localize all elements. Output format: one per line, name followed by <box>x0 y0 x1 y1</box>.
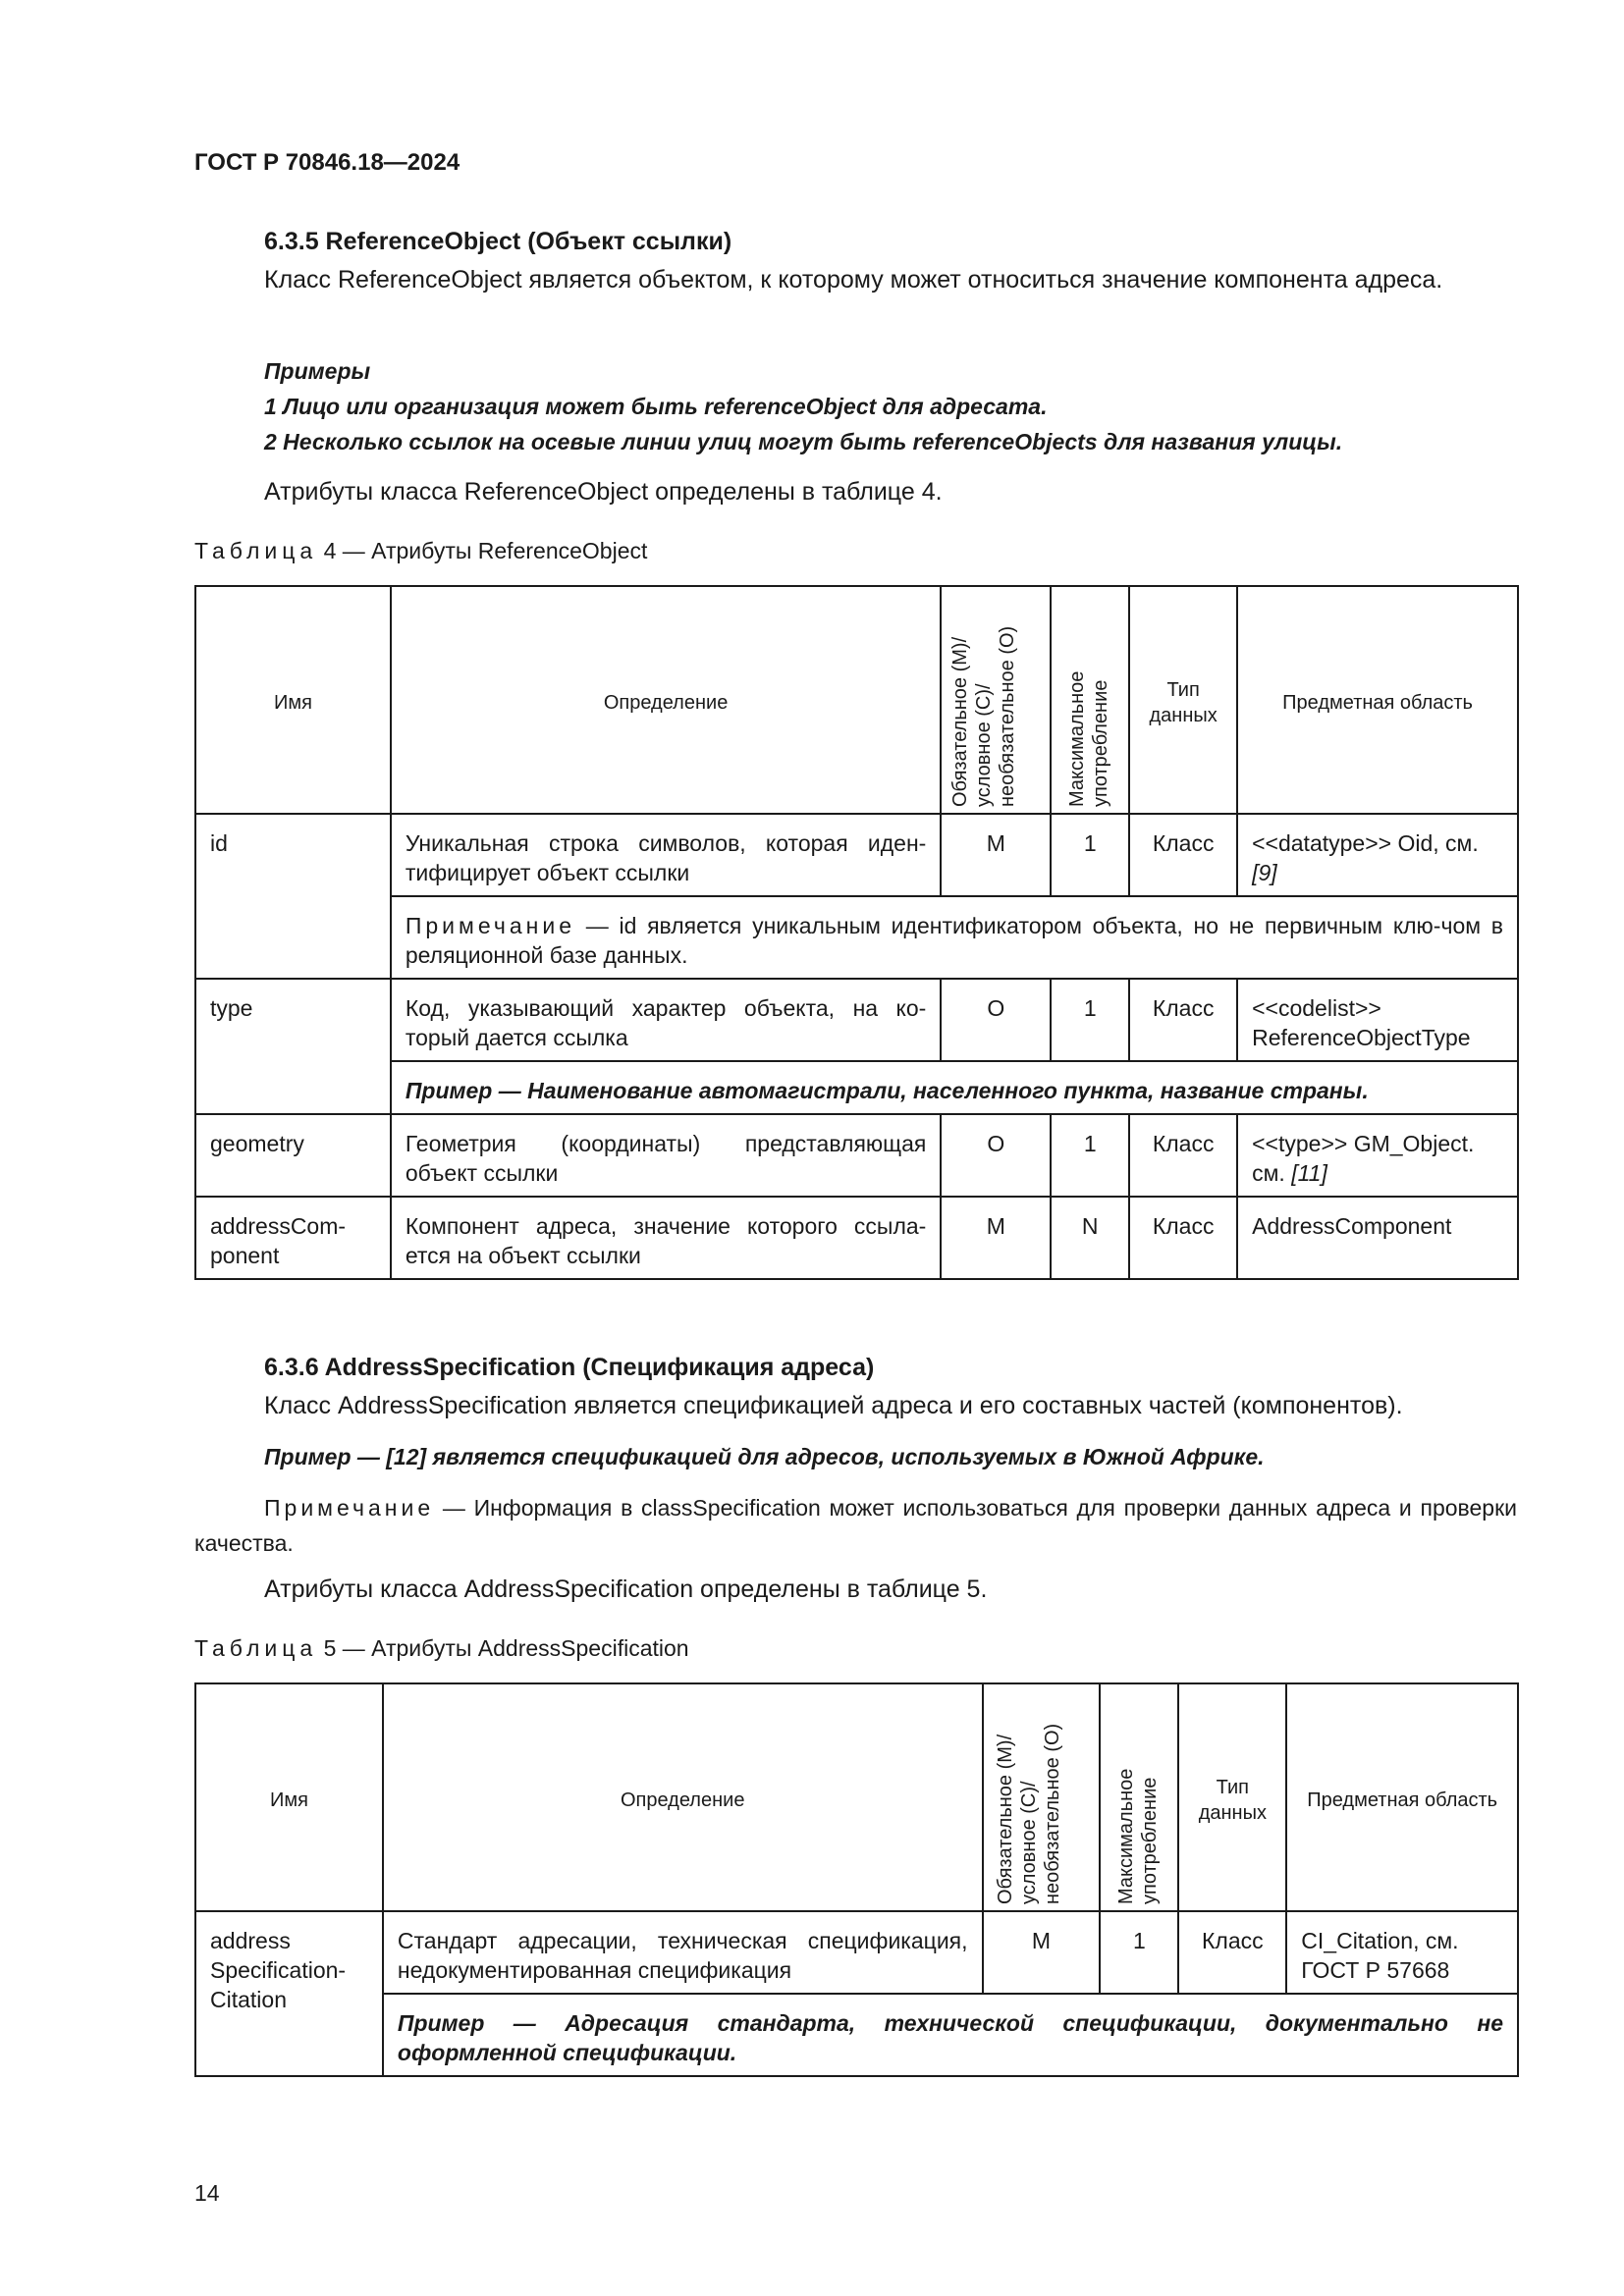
section-6-3-6-note <box>194 1490 1517 1561</box>
section-6-3-5-title: 6.3.5 ReferenceObject (Объект ссылки) <box>264 228 732 255</box>
table-row <box>195 979 1518 1061</box>
table-row <box>195 1197 1518 1279</box>
table5-header-obligation <box>983 1683 1101 1911</box>
cell-domain <box>1237 814 1518 896</box>
table5-header-type: Тип данных <box>1178 1683 1286 1911</box>
table5-header-obligation-text: Обязательное (M)/ условное (C)/ необязательное (O) <box>995 1723 1064 1904</box>
table4-header-obligation <box>941 586 1051 814</box>
cell-definition: Стандарт адресации, техническая спецификация, недокументированная спецификация <box>383 1911 983 1994</box>
cell-definition: Код, указывающий характер объекта, на ко-торый дается ссылка <box>391 979 941 1061</box>
cell-max: N <box>1051 1197 1129 1279</box>
cell-definition: Компонент адреса, значение которого ссыла-ется на объект ссылки <box>391 1197 941 1279</box>
table5-header-domain: Предметная область <box>1286 1683 1518 1911</box>
table5-reference-paragraph: Атрибуты класса AddressSpecification определены в таблице 5. <box>264 1575 988 1603</box>
table5-header-name: Имя <box>195 1683 383 1911</box>
document-header: ГОСТ Р 70846.18—2024 <box>194 149 460 176</box>
cell-obligation: M <box>941 1197 1051 1279</box>
cell-name: type <box>195 979 391 1114</box>
cell-name: geometry <box>195 1114 391 1197</box>
table4-header-name: Имя <box>195 586 391 814</box>
cell-max: 1 <box>1051 1114 1129 1197</box>
table-row <box>195 814 1518 896</box>
note-word: Примечание <box>405 913 575 938</box>
table-5 <box>194 1682 1519 2077</box>
table4-header-type: Тип данных <box>1129 586 1237 814</box>
table4-header-definition: Определение <box>391 586 941 814</box>
cell-domain: CI_Citation, см. ГОСТ Р 57668 <box>1286 1911 1518 1994</box>
cell-domain-text: <<datatype>> Oid, см. <box>1252 830 1479 856</box>
cell-max: 1 <box>1100 1911 1178 1994</box>
section-6-3-6-title: 6.3.6 AddressSpecification (Спецификация адреса) <box>264 1354 875 1381</box>
example-2: 2 Несколько ссылок на осевые линии улиц могут быть referenceObjects для названия улицы. <box>264 429 1343 454</box>
table5-header-max-text: Максимальное употребление <box>1115 1768 1162 1904</box>
table4-header-row <box>195 586 1518 814</box>
cell-name: addressCom-ponent <box>195 1197 391 1279</box>
table-row <box>195 1114 1518 1197</box>
note-text: — id является уникальным идентификатором объекта, но не первичным клю-чом в реляционной базе данных. <box>405 913 1503 968</box>
table5-caption-rest: 5 — Атрибуты AddressSpecification <box>317 1635 689 1661</box>
table-row <box>195 1911 1518 1994</box>
note-word: Примечание <box>264 1495 435 1521</box>
cell-name: address Specification-Citation <box>195 1911 383 2076</box>
cell-obligation: M <box>941 814 1051 896</box>
table-example-row <box>195 1994 1518 2076</box>
table5-header-row <box>195 1683 1518 1911</box>
table4-header-max-text: Максимальное употребление <box>1066 670 1112 807</box>
table-example-row <box>195 1061 1518 1114</box>
cell-max: 1 <box>1051 979 1129 1061</box>
table4-reference-paragraph: Атрибуты класса ReferenceObject определены в таблице 4. <box>264 478 943 506</box>
note-text: — Информация в classSpecification может использоваться для проверки данных адреса и проверки качества. <box>194 1495 1517 1556</box>
table4-type-example: Пример — Наименование автомагистрали, населенного пункта, название страны. <box>391 1061 1518 1114</box>
table4-header-domain: Предметная область <box>1237 586 1518 814</box>
table-note-row <box>195 896 1518 979</box>
examples-title: Примеры <box>264 358 371 384</box>
table5-caption-word: Таблица <box>194 1635 318 1661</box>
cell-domain-ref: [9] <box>1252 860 1277 885</box>
cell-domain <box>1237 1114 1518 1197</box>
section-6-3-6-example: Пример — [12] является спецификацией для адресов, используемых в Южной Африке. <box>264 1444 1265 1469</box>
table-4 <box>194 585 1519 1280</box>
cell-obligation: O <box>941 979 1051 1061</box>
cell-obligation: M <box>983 1911 1101 1994</box>
cell-name: id <box>195 814 391 979</box>
cell-type: Класс <box>1178 1911 1286 1994</box>
table4-id-note <box>391 896 1518 979</box>
section-6-3-5-paragraph: Класс ReferenceObject является объектом, к которому может относиться значение компонента адреса. <box>264 266 1443 294</box>
example-1: 1 Лицо или организация может быть referenceObject для адресата. <box>264 394 1048 419</box>
cell-definition: Геометрия (координаты) представляющая объект ссылки <box>391 1114 941 1197</box>
cell-type: Класс <box>1129 814 1237 896</box>
table4-caption-word: Таблица <box>194 538 318 563</box>
table4-caption-rest: 4 — Атрибуты ReferenceObject <box>317 538 648 563</box>
cell-type: Класс <box>1129 1197 1237 1279</box>
cell-type: Класс <box>1129 979 1237 1061</box>
table5-example: Пример — Адресация стандарта, технической спецификации, документально не оформленной спецификации. <box>383 1994 1518 2076</box>
page-number: 14 <box>194 2180 220 2206</box>
table4-caption <box>194 538 647 564</box>
cell-domain: <<codelist>> ReferenceObjectType <box>1237 979 1518 1061</box>
cell-definition: Уникальная строка символов, которая иден-тифицирует объект ссылки <box>391 814 941 896</box>
cell-type: Класс <box>1129 1114 1237 1197</box>
section-6-3-6-paragraph: Класс AddressSpecification является спецификацией адреса и его составных частей (компонентов). <box>264 1392 1403 1419</box>
table5-header-max <box>1100 1683 1178 1911</box>
cell-max: 1 <box>1051 814 1129 896</box>
cell-domain: AddressComponent <box>1237 1197 1518 1279</box>
table4-header-max <box>1051 586 1129 814</box>
table5-caption <box>194 1635 689 1662</box>
table5-header-definition: Определение <box>383 1683 983 1911</box>
cell-obligation: O <box>941 1114 1051 1197</box>
table4-header-obligation-text: Обязательное (M)/ условное (C)/ необязательное (O) <box>949 625 1019 807</box>
cell-domain-text: <<type>> GM_Object. см. <box>1252 1131 1475 1186</box>
cell-domain-ref: [11] <box>1291 1160 1327 1186</box>
